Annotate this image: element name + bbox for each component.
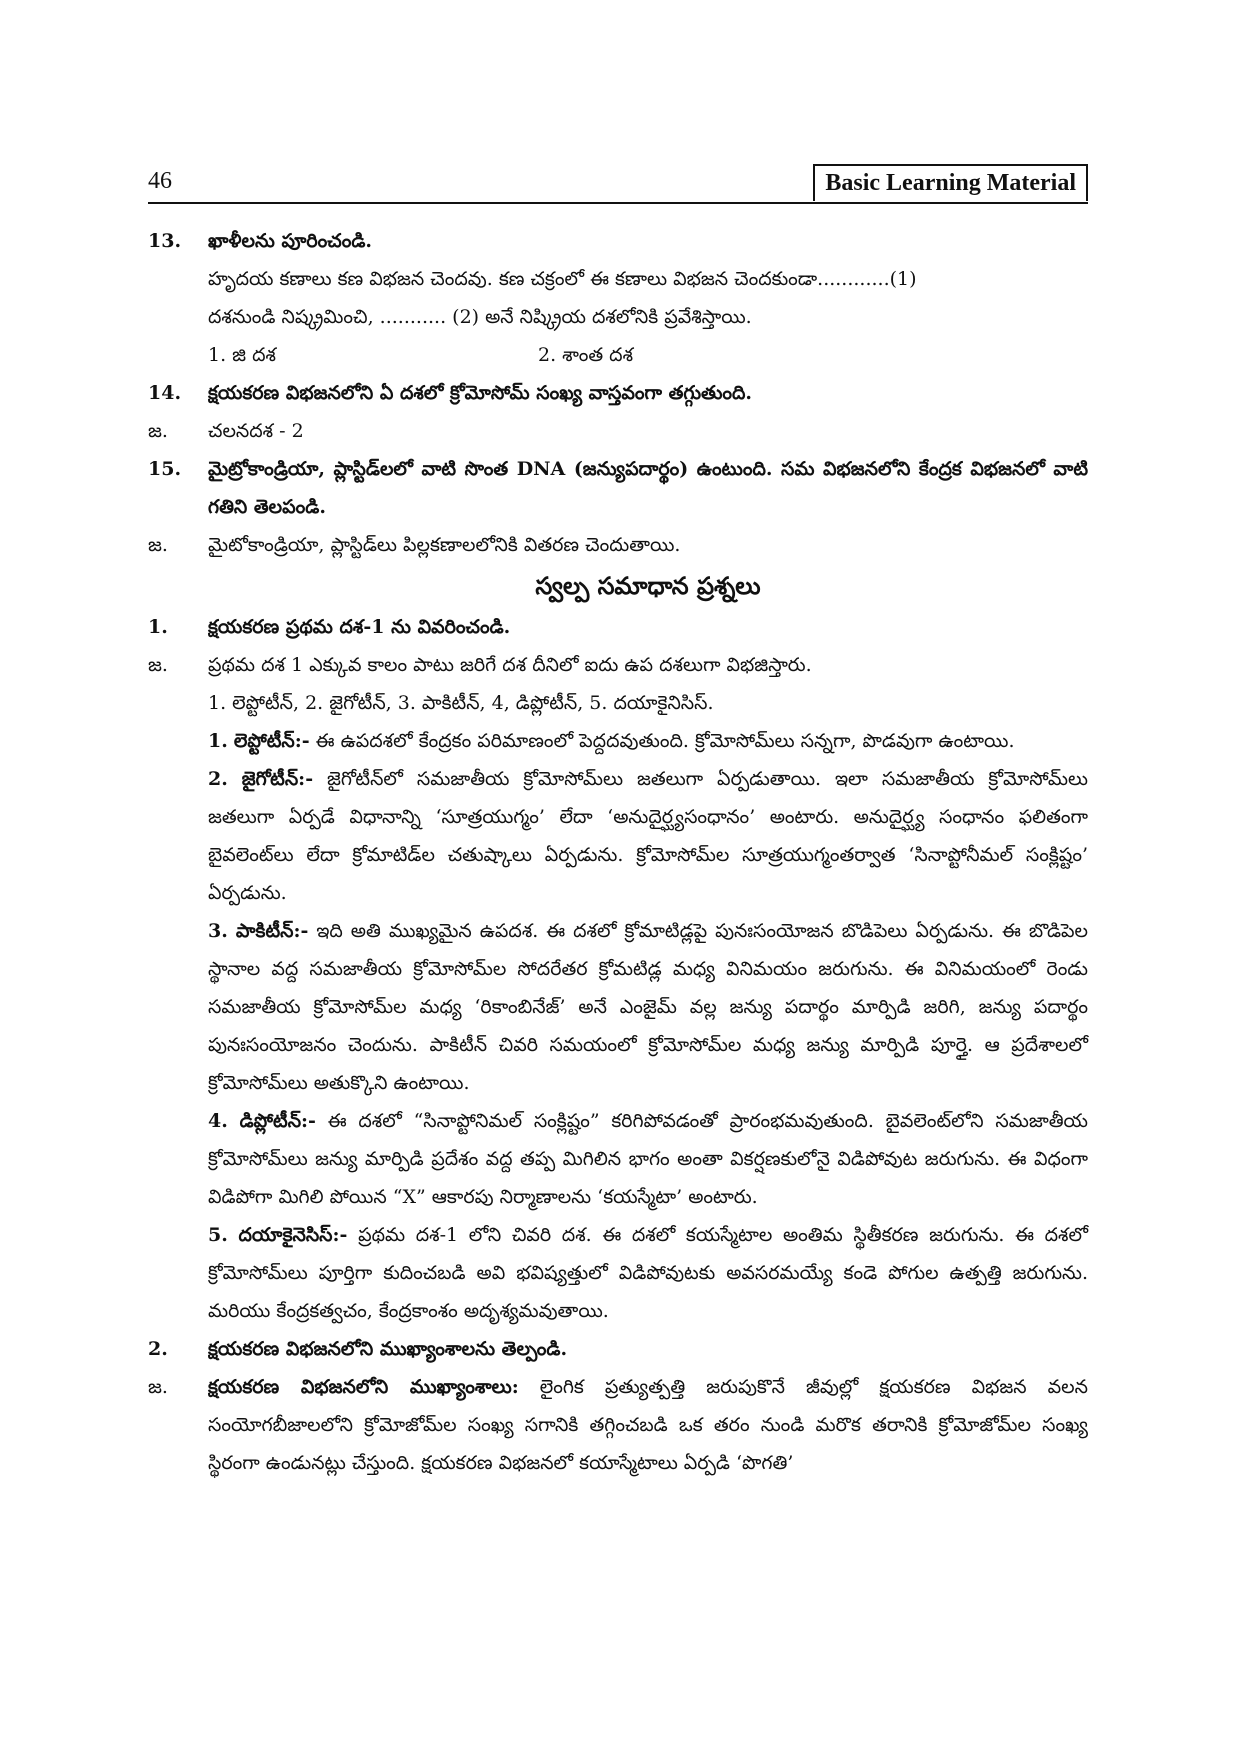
question-15 xyxy=(148,450,1088,526)
substage-number: 4. xyxy=(208,1110,228,1132)
answer-label: జ. xyxy=(148,420,168,442)
options xyxy=(148,336,1088,374)
question-text: ఖాళీలను పూరించండి. xyxy=(208,230,373,252)
substage-zygotene xyxy=(148,760,1088,912)
substage-title: డిప్లోటీన్:- xyxy=(239,1110,316,1132)
fill-blank-line-2: దశనుండి నిష్క్రమించి, ........... (2) అనే నిష్క్రియ దశలోనికి ప్రవేశిస్తాయి. xyxy=(208,306,752,328)
substage-text: ఈ ఉపదశలో కేంద్రకం పరిమాణంలో పెద్దదవుతుంది. క్రోమోసోమ్‌లు సన్నగా, పొడవుగా ఉంటాయి. xyxy=(315,730,1015,752)
substage-text: ప్రథమ దశ-1 లోని చివరి దశ. ఈ దశలో కయస్మేటాల అంతిమ స్థితీకరణ జరుగును. ఈ దశలో క్రోమోసోమ్‌లు పూర్తిగా కుదించబడి అవి భవిష్యత్తులో విడిపోవుటకు అవసరమయ్యే కండె పోగుల ఉత్పత్తి జరుగును. మరియు కేంద్రకత్వచం, కేంద్రకాంశం అదృశ్యమవుతాయి. xyxy=(208,1224,1089,1322)
answer-title: క్షయకరణ విభజనలోని ముఖ్యాంశాలు: xyxy=(208,1376,519,1398)
substage-diakinesis xyxy=(148,1216,1088,1330)
page-content xyxy=(148,222,1088,1482)
short-question-1 xyxy=(148,608,1088,646)
answer-1 xyxy=(148,646,1088,684)
header-rule xyxy=(148,202,1088,204)
substage-diplotene xyxy=(148,1102,1088,1216)
answer-2 xyxy=(148,1368,1088,1482)
page-number: 46 xyxy=(148,168,172,194)
substage-number: 1. xyxy=(208,730,228,752)
substage-title: పాకిటీన్:- xyxy=(235,920,309,942)
substage-text: జైగోటీన్‌లో సమజాతీయ క్రోమోసోమ్‌లు జతలుగా ఏర్పడుతాయి. ఇలా సమజాతీయ క్రోమోసోమ్‌లు జతలుగా ఏర్పడే విధానాన్ని ‘సూత్రయుగ్మం’ లేదా ‘అనుదైర్ఘ్యసంధానం’ అంటారు. అనుదైర్ఘ్య సంధానం ఫలితంగా బైవలెంట్‌లు లేదా క్రోమాటిడ్‌ల చతుష్కాలు ఏర్పడును. క్రోమోసోమ్‌ల సూత్రయుగ్మంతర్వాత ‘సినాప్టోనీమల్ సంక్లిష్టం’ ఏర్పడును. xyxy=(208,768,1088,904)
page-header xyxy=(148,164,1088,204)
substage-text: ఈ దశలో “సినాప్టోనిమల్ సంక్లిష్టం” కరిగిపోవడంతో ప్రారంభమవుతుంది. బైవలెంట్‌లోని సమజాతీయ క్రోమోసోమ్‌లు జన్యు మార్పిడి ప్రదేశం వద్ద తప్ప మిగిలిన భాగం అంతా వికర్షణకులోనై విడిపోవుట జరుగును. ఈ విధంగా విడిపోగా మిగిలి పోయిన “X” ఆకారపు నిర్మాణాలను ‘కయస్మేటా’ అంటారు. xyxy=(208,1110,1088,1208)
question-text: మైట్రోకాండ్రియా, ప్లాస్టిడ్‌లలో వాటి సొంత DNA (జన్యుపదార్థం) ఉంటుంది. సమ విభజనలోని కేంద్రక విభజనలో వాటి గతిని తెలపండి. xyxy=(208,458,1088,518)
question-13-body xyxy=(148,260,1088,298)
substage-title: లెప్టోటీన్:- xyxy=(233,730,310,752)
substage-number: 3. xyxy=(208,920,228,942)
question-number: 13. xyxy=(148,230,182,252)
question-number: 1. xyxy=(148,616,168,638)
substage-pachytene xyxy=(148,912,1088,1102)
answer-14 xyxy=(148,412,1088,450)
substage-title: దయాకైనెసిస్:- xyxy=(238,1224,348,1246)
option-2: 2. శాంత దశ xyxy=(538,344,634,366)
answer-label: జ. xyxy=(148,534,168,556)
answer-text: చలనదశ - 2 xyxy=(208,420,304,442)
question-number: 14. xyxy=(148,382,182,404)
question-14 xyxy=(148,374,1088,412)
substage-title: జైగోటీన్:- xyxy=(241,768,314,790)
short-question-2 xyxy=(148,1330,1088,1368)
question-text: క్షయకరణ విభజనలోని ఏ దశలో క్రోమోసోమ్ సంఖ్య వాస్తవంగా తగ్గుతుంది. xyxy=(208,382,753,404)
book-title: Basic Learning Material xyxy=(813,164,1088,201)
fill-blank-line-1: హృదయ కణాలు కణ విభజన చెందవు. కణ చక్రంలో ఈ కణాలు విభజన చెందకుండా............(1) xyxy=(208,268,917,290)
substage-list-text: 1. లెప్టోటీన్, 2. జైగోటీన్, 3. పాకిటీన్, 4, డిప్లోటీన్, 5. దయాకైనిసిస్. xyxy=(208,692,714,714)
substage-leptotene xyxy=(148,722,1088,760)
section-title: స్వల్ప సమాధాన ప్రశ్నలు xyxy=(535,571,761,600)
answer-label: జ. xyxy=(148,654,168,676)
substage-list xyxy=(148,684,1088,722)
option-1: 1. జి దశ xyxy=(208,344,276,366)
answer-text: లైంగిక ప్రత్యుత్పత్తి జరుపుకొనే జీవుల్లో క్షయకరణ విభజన వలన సంయోగబీజాలలోని క్రోమోజోమ్‌ల సంఖ్య సగానికి తగ్గించబడి ఒక తరం నుండి మరొక తరానికి క్రోమోజోమ్‌ల సంఖ్య స్థిరంగా ఉండునట్లు చేస్తుంది. క్షయకరణ విభజనలో కయాస్మేటాలు ఏర్పడి ‘పొగతి’ xyxy=(208,1376,1088,1474)
question-number: 15. xyxy=(148,458,182,480)
answer-text: మైటోకాండ్రియా, ప్లాస్టిడ్‌లు పిల్లకణాలలోనికి వితరణ చెందుతాయి. xyxy=(208,534,681,556)
question-text: క్షయకరణ విభజనలోని ముఖ్యాంశాలను తెల్పండి. xyxy=(208,1338,568,1360)
answer-label: జ. xyxy=(148,1376,168,1398)
question-13 xyxy=(148,222,1088,260)
answer-15 xyxy=(148,526,1088,564)
substage-number: 5. xyxy=(208,1224,228,1246)
answer-text: ప్రథమ దశ 1 ఎక్కువ కాలం పాటు జరిగే దశ దీనిలో ఐదు ఉప దశలుగా విభజిస్తారు. xyxy=(208,654,812,676)
question-text: క్షయకరణ ప్రథమ దశ-1 ను వివరించండి. xyxy=(208,616,511,638)
substage-number: 2. xyxy=(208,768,228,790)
substage-text: ఇది అతి ముఖ్యమైన ఉపదశ. ఈ దశలో క్రోమాటిడ్లపై పునఃసంయోజన బొడిపెలు ఏర్పడును. ఈ బొడిపెల స్థానాల వద్ద సమజాతీయ క్రోమోసోమ్‌ల సోదరేతర క్రోమటిడ్ల మధ్య వినిమయం జరుగును. ఈ వినిమయంలో రెండు సమజాతీయ క్రోమోసోమ్‌ల మధ్య ‘రికాంబినేజ్’ అనే ఎంజైమ్ వల్ల జన్యు పదార్థం మార్పిడి జరిగి, జన్యు పదార్థం పునఃసంయోజనం చెందును. పాకిటీన్ చివరి సమయంలో క్రోమోసోమ్‌ల మధ్య జన్యు మార్పిడి పూర్తై. ఆ ప్రదేశాలలో క్రోమోసోమ్‌లు అతుక్కొని ఉంటాయి. xyxy=(208,920,1088,1094)
question-number: 2. xyxy=(148,1338,168,1360)
question-13-body-2 xyxy=(148,298,1088,336)
